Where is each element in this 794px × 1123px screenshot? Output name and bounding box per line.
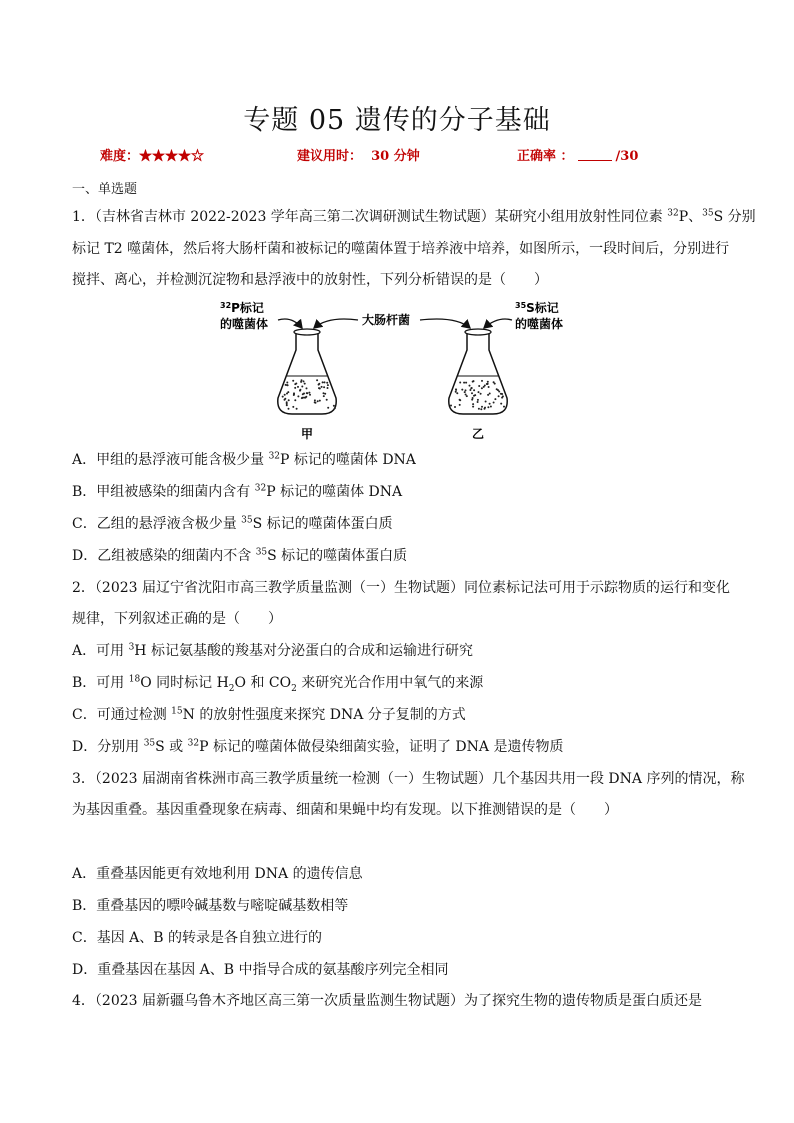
- q1-stem-line1: 1．（吉林省吉林市 2022-2023 学年高三第二次调研测试生物试题）某研究小组用放射性同位素 $^{32}$P、$^{35}$S 分别: [72, 208, 756, 225]
- arrow-center-left: [314, 319, 358, 328]
- bacteria-dots-yi: [450, 380, 505, 410]
- flask-label-jia: 甲: [301, 427, 314, 441]
- accuracy-field: [517, 145, 638, 164]
- accuracy-blank[interactable]: [578, 160, 612, 161]
- q1-option-a[interactable]: A．甲组的悬浮液可能含极少量 $^{32}$P 标记的噬菌体 DNA: [72, 451, 416, 468]
- left-label-line2: 的噬菌体: [220, 317, 269, 331]
- q2-option-d[interactable]: D．分别用 $^{35}$S 或 $^{32}$P 标记的噬菌体做侵染细菌实验，证明了 DNA 是遗传物质: [72, 738, 564, 755]
- q4-stem-line1: 4．（2023 届新疆乌鲁木齐地区高三第一次质量监测生物试题）为了探究生物的遗传物质是蛋白质还是: [72, 993, 702, 1009]
- q2-option-a[interactable]: A．可用 $^3$H 标记氨基酸的羧基对分泌蛋白的合成和运输进行研究: [72, 642, 473, 659]
- q1-option-b[interactable]: B．甲组被感染的细菌内含有 $^{32}$P 标记的噬菌体 DNA: [72, 483, 403, 500]
- q3-option-d[interactable]: D．重叠基因在基因 A、B 中指导合成的氨基酸序列完全相同: [72, 962, 449, 978]
- q1-stem-line2: 标记 T2 噬菌体，然后将大肠杆菌和被标记的噬菌体置于培养液中培养，如图所示，一段时间后，分别进行: [72, 241, 730, 257]
- right-label-line1: $^{35}$S标记: [515, 301, 559, 315]
- accuracy-label: 正确率 ：: [517, 149, 574, 164]
- bacteria-dots-jia: [282, 379, 336, 410]
- time-value: 30 分钟: [371, 149, 420, 164]
- flask-jia: [278, 329, 336, 414]
- q3-stem-line1: 3．（2023 届湖南省株洲市高三教学质量统一检测（一）生物试题）几个基因共用一段 DNA 序列的情况，称: [72, 771, 745, 787]
- time-field: [297, 145, 420, 164]
- q1-stem-line3: 搅拌、离心，并检测沉淀物和悬浮液中的放射性，下列分析错误的是（ ）: [72, 272, 548, 288]
- right-label-line2: 的噬菌体: [515, 317, 564, 331]
- difficulty-stars: ★★★★☆: [139, 149, 205, 164]
- accuracy-total: /30: [615, 149, 639, 164]
- page-title: 专题 05 遗传的分子基础: [243, 105, 551, 136]
- flask-label-yi: 乙: [472, 427, 485, 441]
- q3-option-b[interactable]: B．重叠基因的嘌呤碱基数与嘧啶碱基数相等: [72, 898, 349, 914]
- q2-stem-line1: 2．（2023 届辽宁省沈阳市高三教学质量监测（一）生物试题）同位素标记法可用于示踪物质的运行和变化: [72, 580, 730, 596]
- time-label: 建议用时：: [297, 149, 363, 164]
- q2-stem-line2: 规律，下列叙述正确的是（ ）: [72, 611, 282, 627]
- difficulty-label: 难度：: [100, 149, 140, 164]
- arrow-right-label: [484, 319, 512, 328]
- q3-stem-line2: 为基因重叠。基因重叠现象在病毒、细菌和果蝇中均有发现。以下推测错误的是（ ）: [72, 802, 618, 818]
- q2-option-b[interactable]: B．可用 $^{18}$O 同时标记 $H_2O$ 和 $CO_2$ 来研究光合作用中氧气的来源: [72, 674, 484, 694]
- left-label-line1: $^{32}$P标记: [220, 301, 264, 315]
- arrow-left-label: [278, 319, 302, 328]
- q3-option-c[interactable]: C．基因 A、B 的转录是各自独立进行的: [72, 930, 323, 946]
- q3-option-a[interactable]: A．重叠基因能更有效地利用 DNA 的遗传信息: [72, 866, 363, 882]
- q1-option-d[interactable]: D．乙组被感染的细菌内不含 $^{35}$S 标记的噬菌体蛋白质: [72, 547, 408, 564]
- section-heading: 一、单选题: [72, 182, 138, 197]
- difficulty-field: [100, 145, 204, 164]
- q2-option-c[interactable]: C．可通过检测 $^{15}$N 的放射性强度来探究 DNA 分子复制的方式: [72, 706, 466, 723]
- q1-option-c[interactable]: C．乙组的悬浮液含极少量 $^{35}$S 标记的噬菌体蛋白质: [72, 515, 393, 532]
- center-label: 大肠杆菌: [362, 313, 411, 327]
- flask-diagram: [210, 298, 590, 448]
- arrow-center-right: [420, 319, 470, 328]
